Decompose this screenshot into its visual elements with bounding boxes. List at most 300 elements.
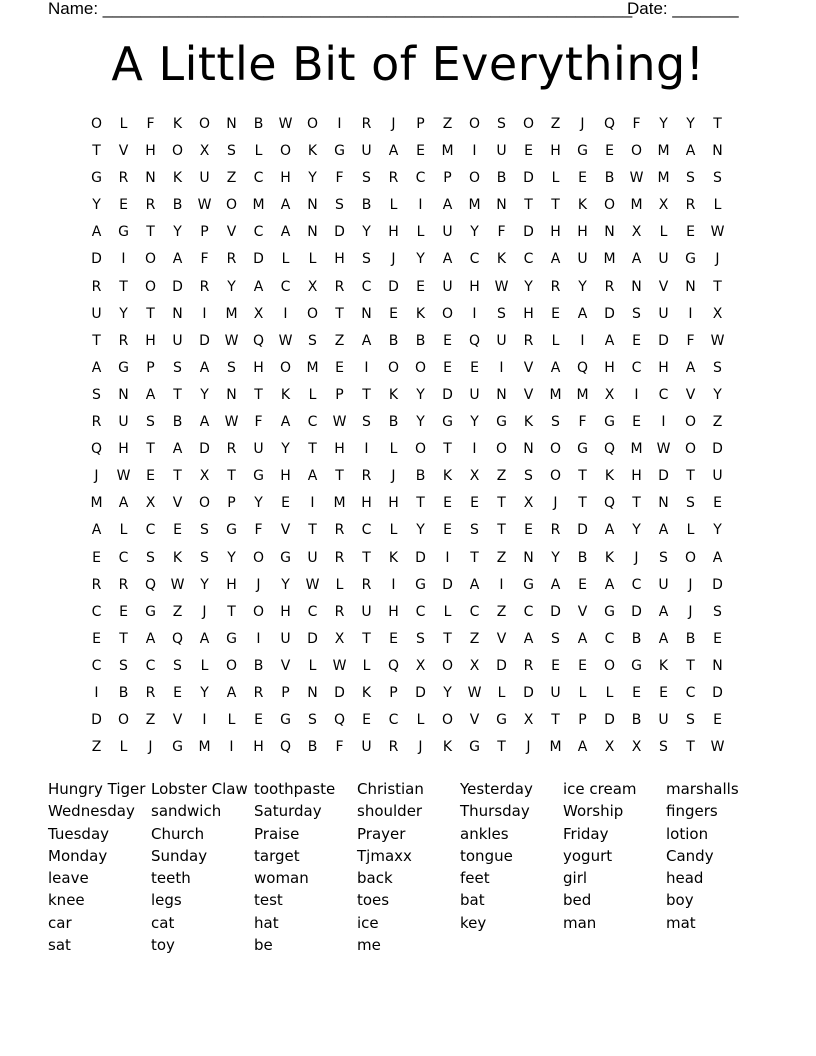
grid-letter[interactable]: G xyxy=(496,712,507,729)
grid-letter[interactable]: Y xyxy=(632,522,641,539)
grid-letter[interactable]: H xyxy=(334,441,345,458)
grid-letter[interactable]: B xyxy=(172,414,183,431)
grid-letter[interactable]: S xyxy=(632,305,641,322)
grid-letter[interactable]: A xyxy=(307,468,318,485)
grid-letter[interactable]: E xyxy=(632,684,641,701)
grid-letter[interactable]: D xyxy=(307,630,318,647)
grid-letter[interactable]: A xyxy=(658,522,669,539)
grid-letter[interactable]: Y xyxy=(92,197,101,214)
grid-letter[interactable]: E xyxy=(335,359,344,376)
grid-letter[interactable]: A xyxy=(631,251,642,268)
grid-letter[interactable]: J xyxy=(634,549,639,566)
grid-letter[interactable]: N xyxy=(712,143,723,160)
grid-letter[interactable]: L xyxy=(497,684,506,701)
grid-letter[interactable]: C xyxy=(658,386,669,403)
grid-letter[interactable]: O xyxy=(306,305,319,322)
grid-letter[interactable]: Y xyxy=(659,116,668,132)
grid-letter[interactable]: E xyxy=(470,359,479,376)
grid-letter[interactable]: O xyxy=(144,251,157,268)
grid-letter[interactable]: U xyxy=(91,305,102,322)
grid-letter[interactable]: L xyxy=(551,332,560,349)
grid-letter[interactable]: R xyxy=(253,684,264,701)
grid-letter[interactable]: N xyxy=(307,197,318,214)
grid-letter[interactable]: V xyxy=(280,657,291,674)
grid-letter[interactable]: Q xyxy=(90,441,103,458)
grid-letter[interactable]: G xyxy=(91,170,102,187)
grid-letter[interactable]: B xyxy=(496,170,507,187)
grid-letter[interactable]: A xyxy=(577,305,588,322)
grid-letter[interactable]: Q xyxy=(603,495,616,512)
grid-letter[interactable]: A xyxy=(577,630,588,647)
grid-letter[interactable]: E xyxy=(578,170,587,187)
grid-letter[interactable]: E xyxy=(686,224,695,241)
grid-letter[interactable]: T xyxy=(497,522,506,539)
grid-letter[interactable]: A xyxy=(658,630,669,647)
grid-letter[interactable]: T xyxy=(686,468,695,485)
grid-letter[interactable]: Y xyxy=(281,576,290,593)
grid-letter[interactable]: K xyxy=(388,549,399,566)
grid-letter[interactable]: N xyxy=(118,386,129,403)
grid-letter[interactable]: C xyxy=(253,224,264,241)
grid-letter[interactable]: U xyxy=(442,224,453,241)
grid-letter[interactable]: R xyxy=(199,278,210,295)
grid-letter[interactable]: N xyxy=(307,224,318,241)
grid-letter[interactable]: Y xyxy=(200,576,209,593)
grid-letter[interactable]: A xyxy=(118,495,129,512)
grid-letter[interactable]: O xyxy=(198,495,211,512)
grid-letter[interactable]: R xyxy=(361,116,372,132)
grid-letter[interactable]: S xyxy=(227,143,236,160)
grid-letter[interactable]: I xyxy=(121,251,126,268)
grid-letter[interactable]: S xyxy=(200,522,209,539)
grid-letter[interactable]: C xyxy=(91,603,102,620)
grid-letter[interactable]: O xyxy=(306,116,319,132)
grid-letter[interactable]: U xyxy=(442,278,453,295)
grid-letter[interactable]: G xyxy=(118,359,129,376)
grid-letter[interactable]: S xyxy=(686,495,695,512)
grid-letter[interactable]: A xyxy=(577,739,588,756)
grid-letter[interactable]: A xyxy=(550,251,561,268)
grid-letter[interactable]: I xyxy=(580,332,585,349)
grid-letter[interactable]: K xyxy=(280,386,291,403)
grid-letter[interactable]: X xyxy=(415,657,426,674)
grid-letter[interactable]: S xyxy=(146,414,155,431)
grid-letter[interactable]: H xyxy=(280,468,291,485)
grid-letter[interactable]: O xyxy=(225,197,238,214)
grid-letter[interactable]: O xyxy=(171,143,184,160)
grid-letter[interactable]: K xyxy=(442,468,453,485)
grid-letter[interactable]: H xyxy=(658,359,669,376)
grid-letter[interactable]: A xyxy=(523,630,534,647)
grid-letter[interactable]: R xyxy=(118,576,129,593)
grid-letter[interactable]: W xyxy=(116,468,131,485)
grid-letter[interactable]: C xyxy=(253,170,264,187)
grid-letter[interactable]: L xyxy=(281,251,290,268)
grid-letter[interactable]: X xyxy=(523,712,534,729)
grid-letter[interactable]: R xyxy=(334,603,345,620)
grid-letter[interactable]: E xyxy=(92,630,101,647)
grid-letter[interactable]: I xyxy=(94,684,99,701)
grid-letter[interactable]: V xyxy=(496,630,507,647)
grid-letter[interactable]: A xyxy=(199,359,210,376)
grid-letter[interactable]: U xyxy=(577,251,588,268)
grid-letter[interactable]: I xyxy=(634,386,639,403)
grid-letter[interactable]: D xyxy=(496,657,507,674)
grid-letter[interactable]: H xyxy=(388,224,399,241)
grid-letter[interactable]: V xyxy=(118,143,129,160)
grid-letter[interactable]: O xyxy=(630,143,643,160)
grid-letter[interactable]: L xyxy=(119,739,128,756)
grid-letter[interactable]: J xyxy=(526,739,531,756)
grid-letter[interactable]: T xyxy=(686,739,695,756)
grid-letter[interactable]: A xyxy=(388,143,399,160)
grid-letter[interactable]: Y xyxy=(416,251,425,268)
grid-letter[interactable]: A xyxy=(604,576,615,593)
grid-letter[interactable]: N xyxy=(307,684,318,701)
grid-letter[interactable]: R xyxy=(361,576,372,593)
grid-letter[interactable]: G xyxy=(226,522,237,539)
grid-letter[interactable]: M xyxy=(468,197,481,214)
grid-letter[interactable]: J xyxy=(94,468,99,485)
grid-letter[interactable]: T xyxy=(443,441,452,458)
grid-letter[interactable]: B xyxy=(577,549,588,566)
grid-letter[interactable]: X xyxy=(334,630,345,647)
grid-letter[interactable]: J xyxy=(391,251,396,268)
grid-letter[interactable]: E xyxy=(416,143,425,160)
grid-letter[interactable]: N xyxy=(658,495,669,512)
grid-letter[interactable]: Q xyxy=(387,657,400,674)
grid-letter[interactable]: T xyxy=(119,630,128,647)
grid-letter[interactable]: A xyxy=(685,143,696,160)
grid-letter[interactable]: E xyxy=(443,332,452,349)
grid-letter[interactable]: H xyxy=(226,576,237,593)
grid-letter[interactable]: M xyxy=(306,359,319,376)
grid-letter[interactable]: Q xyxy=(279,739,292,756)
grid-letter[interactable]: G xyxy=(226,630,237,647)
grid-letter[interactable]: Z xyxy=(172,603,183,620)
grid-letter[interactable]: F xyxy=(578,414,587,431)
grid-letter[interactable]: E xyxy=(605,143,614,160)
grid-letter[interactable]: A xyxy=(172,251,183,268)
grid-letter[interactable]: U xyxy=(253,441,264,458)
grid-letter[interactable]: O xyxy=(603,657,616,674)
grid-letter[interactable]: D xyxy=(604,305,615,322)
grid-letter[interactable]: S xyxy=(416,630,425,647)
grid-letter[interactable]: S xyxy=(497,116,506,132)
grid-letter[interactable]: L xyxy=(389,441,398,458)
grid-letter[interactable]: A xyxy=(442,251,453,268)
grid-letter[interactable]: D xyxy=(91,251,102,268)
grid-letter[interactable]: T xyxy=(308,522,317,539)
grid-letter[interactable]: U xyxy=(172,332,183,349)
grid-letter[interactable]: U xyxy=(307,549,318,566)
grid-letter[interactable]: S xyxy=(173,359,182,376)
grid-letter[interactable]: V xyxy=(469,712,480,729)
grid-letter[interactable]: A xyxy=(550,576,561,593)
grid-letter[interactable]: U xyxy=(712,468,723,485)
grid-letter[interactable]: W xyxy=(710,332,725,349)
grid-letter[interactable]: X xyxy=(253,305,264,322)
grid-letter[interactable]: W xyxy=(332,414,347,431)
grid-letter[interactable]: O xyxy=(252,549,265,566)
grid-letter[interactable]: O xyxy=(441,305,454,322)
grid-letter[interactable]: N xyxy=(226,116,237,132)
grid-letter[interactable]: V xyxy=(523,359,534,376)
grid-letter[interactable]: D xyxy=(199,441,210,458)
grid-letter[interactable]: C xyxy=(685,684,696,701)
grid-letter[interactable]: X xyxy=(469,468,480,485)
grid-letter[interactable]: O xyxy=(225,657,238,674)
grid-letter[interactable]: U xyxy=(199,170,210,187)
grid-letter[interactable]: A xyxy=(145,386,156,403)
grid-letter[interactable]: X xyxy=(145,495,156,512)
grid-letter[interactable]: T xyxy=(470,549,479,566)
grid-letter[interactable]: H xyxy=(523,305,534,322)
grid-letter[interactable]: A xyxy=(145,630,156,647)
grid-letter[interactable]: G xyxy=(496,414,507,431)
grid-letter[interactable]: C xyxy=(280,278,291,295)
grid-letter[interactable]: E xyxy=(443,359,452,376)
grid-letter[interactable]: G xyxy=(577,143,588,160)
grid-letter[interactable]: O xyxy=(684,414,697,431)
grid-letter[interactable]: T xyxy=(713,116,722,132)
grid-letter[interactable]: H xyxy=(280,170,291,187)
grid-letter[interactable]: P xyxy=(335,386,344,403)
grid-letter[interactable]: N xyxy=(361,305,372,322)
grid-letter[interactable]: E xyxy=(632,332,641,349)
grid-letter[interactable]: D xyxy=(415,549,426,566)
grid-letter[interactable]: D xyxy=(523,224,534,241)
grid-letter[interactable]: O xyxy=(684,549,697,566)
grid-letter[interactable]: T xyxy=(443,630,452,647)
grid-letter[interactable]: N xyxy=(226,386,237,403)
grid-letter[interactable]: R xyxy=(685,197,696,214)
grid-letter[interactable]: B xyxy=(685,630,696,647)
grid-letter[interactable]: T xyxy=(362,630,371,647)
grid-letter[interactable]: Y xyxy=(470,224,479,241)
grid-letter[interactable]: H xyxy=(145,143,156,160)
grid-letter[interactable]: Z xyxy=(496,603,507,620)
grid-letter[interactable]: D xyxy=(334,224,345,241)
grid-letter[interactable]: T xyxy=(335,305,344,322)
grid-letter[interactable]: A xyxy=(685,359,696,376)
grid-letter[interactable]: F xyxy=(497,224,506,241)
grid-letter[interactable]: G xyxy=(442,414,453,431)
grid-letter[interactable]: O xyxy=(144,278,157,295)
grid-letter[interactable]: A xyxy=(91,224,102,241)
grid-letter[interactable]: N xyxy=(496,386,507,403)
grid-letter[interactable]: Z xyxy=(226,170,237,187)
grid-letter[interactable]: Y xyxy=(551,549,560,566)
grid-letter[interactable]: R xyxy=(334,278,345,295)
grid-letter[interactable]: I xyxy=(688,305,693,322)
grid-letter[interactable]: X xyxy=(604,739,615,756)
grid-letter[interactable]: R xyxy=(523,657,534,674)
grid-letter[interactable]: Y xyxy=(308,170,317,187)
grid-letter[interactable]: Z xyxy=(712,414,723,431)
grid-letter[interactable]: S xyxy=(119,657,128,674)
grid-letter[interactable]: S xyxy=(227,359,236,376)
grid-letter[interactable]: C xyxy=(469,603,480,620)
grid-letter[interactable]: D xyxy=(91,712,102,729)
grid-letter[interactable]: E xyxy=(119,197,128,214)
grid-letter[interactable]: B xyxy=(307,739,318,756)
grid-letter[interactable]: P xyxy=(227,495,236,512)
grid-letter[interactable]: K xyxy=(604,468,615,485)
grid-letter[interactable]: I xyxy=(661,414,666,431)
grid-letter[interactable]: D xyxy=(415,684,426,701)
grid-letter[interactable]: E xyxy=(551,305,560,322)
grid-letter[interactable]: U xyxy=(496,332,507,349)
grid-letter[interactable]: E xyxy=(92,549,101,566)
grid-letter[interactable]: C xyxy=(523,251,534,268)
grid-letter[interactable]: E xyxy=(578,657,587,674)
grid-letter[interactable]: Q xyxy=(252,332,265,349)
grid-letter[interactable]: U xyxy=(658,251,669,268)
grid-letter[interactable]: A xyxy=(280,414,291,431)
grid-letter[interactable]: T xyxy=(173,468,182,485)
grid-letter[interactable]: W xyxy=(170,576,185,593)
grid-letter[interactable]: K xyxy=(658,657,669,674)
grid-letter[interactable]: C xyxy=(91,657,102,674)
grid-letter[interactable]: X xyxy=(307,278,318,295)
grid-letter[interactable]: X xyxy=(631,739,642,756)
grid-letter[interactable]: A xyxy=(91,359,102,376)
grid-letter[interactable]: M xyxy=(198,739,211,756)
grid-letter[interactable]: W xyxy=(224,414,239,431)
grid-letter[interactable]: L xyxy=(335,576,344,593)
grid-letter[interactable]: G xyxy=(523,576,534,593)
grid-letter[interactable]: H xyxy=(550,224,561,241)
grid-letter[interactable]: Y xyxy=(416,522,425,539)
grid-letter[interactable]: O xyxy=(468,170,481,187)
grid-letter[interactable]: D xyxy=(172,278,183,295)
grid-letter[interactable]: U xyxy=(280,630,291,647)
grid-letter[interactable]: U xyxy=(118,414,129,431)
grid-letter[interactable]: I xyxy=(472,441,477,458)
grid-letter[interactable]: O xyxy=(117,712,130,729)
grid-letter[interactable]: H xyxy=(253,739,264,756)
grid-letter[interactable]: H xyxy=(253,359,264,376)
grid-letter[interactable]: R xyxy=(361,468,372,485)
grid-letter[interactable]: R xyxy=(145,684,156,701)
grid-letter[interactable]: F xyxy=(686,332,695,349)
grid-letter[interactable]: X xyxy=(523,495,534,512)
grid-letter[interactable]: Z xyxy=(145,712,156,729)
grid-letter[interactable]: F xyxy=(632,116,641,132)
grid-letter[interactable]: L xyxy=(308,251,317,268)
grid-letter[interactable]: E xyxy=(173,684,182,701)
grid-letter[interactable]: H xyxy=(145,332,156,349)
grid-letter[interactable]: F xyxy=(146,116,155,132)
grid-letter[interactable]: E xyxy=(389,630,398,647)
grid-letter[interactable]: G xyxy=(280,549,291,566)
grid-letter[interactable]: E xyxy=(713,712,722,729)
grid-letter[interactable]: F xyxy=(200,251,209,268)
grid-letter[interactable]: W xyxy=(656,441,671,458)
grid-letter[interactable]: J xyxy=(688,576,693,593)
grid-letter[interactable]: Z xyxy=(91,739,102,756)
grid-letter[interactable]: Y xyxy=(416,386,425,403)
grid-letter[interactable]: Y xyxy=(281,441,290,458)
grid-letter[interactable]: S xyxy=(146,549,155,566)
grid-letter[interactable]: J xyxy=(688,603,693,620)
grid-letter[interactable]: X xyxy=(658,197,669,214)
grid-letter[interactable]: F xyxy=(254,414,263,431)
grid-letter[interactable]: J xyxy=(148,739,153,756)
grid-letter[interactable]: U xyxy=(361,143,372,160)
grid-letter[interactable]: I xyxy=(283,305,288,322)
grid-letter[interactable]: I xyxy=(445,549,450,566)
grid-letter[interactable]: Y xyxy=(443,684,452,701)
grid-letter[interactable]: B xyxy=(253,657,264,674)
grid-letter[interactable]: L xyxy=(713,197,722,214)
grid-letter[interactable]: O xyxy=(90,116,103,132)
grid-letter[interactable]: G xyxy=(685,251,696,268)
grid-letter[interactable]: E xyxy=(281,495,290,512)
grid-letter[interactable]: V xyxy=(685,386,696,403)
grid-letter[interactable]: W xyxy=(278,332,293,349)
grid-letter[interactable]: E xyxy=(254,712,263,729)
grid-letter[interactable]: H xyxy=(604,359,615,376)
grid-letter[interactable]: G xyxy=(604,414,615,431)
grid-letter[interactable]: A xyxy=(280,197,291,214)
grid-letter[interactable]: U xyxy=(658,712,669,729)
grid-letter[interactable]: C xyxy=(145,657,156,674)
grid-letter[interactable]: L xyxy=(416,224,425,241)
grid-letter[interactable]: E xyxy=(362,712,371,729)
grid-letter[interactable]: J xyxy=(391,468,396,485)
grid-letter[interactable]: N xyxy=(523,549,534,566)
grid-letter[interactable]: X xyxy=(604,386,615,403)
grid-letter[interactable]: G xyxy=(577,441,588,458)
grid-letter[interactable]: L xyxy=(308,386,317,403)
grid-letter[interactable]: T xyxy=(497,739,506,756)
grid-letter[interactable]: B xyxy=(631,630,642,647)
grid-letter[interactable]: T xyxy=(254,386,263,403)
grid-letter[interactable]: O xyxy=(414,441,427,458)
grid-letter[interactable]: V xyxy=(577,603,588,620)
grid-letter[interactable]: R xyxy=(118,332,129,349)
grid-letter[interactable]: T xyxy=(362,549,371,566)
grid-letter[interactable]: P xyxy=(389,684,398,701)
grid-letter[interactable]: O xyxy=(252,603,265,620)
grid-letter[interactable]: A xyxy=(199,630,210,647)
grid-letter[interactable]: U xyxy=(550,684,561,701)
grid-letter[interactable]: R xyxy=(91,278,102,295)
grid-letter[interactable]: I xyxy=(202,712,207,729)
grid-letter[interactable]: D xyxy=(442,576,453,593)
grid-letter[interactable]: E xyxy=(659,684,668,701)
grid-letter[interactable]: T xyxy=(524,197,533,214)
grid-letter[interactable]: I xyxy=(499,576,504,593)
grid-letter[interactable]: Y xyxy=(686,116,695,132)
grid-letter[interactable]: H xyxy=(388,495,399,512)
grid-letter[interactable]: O xyxy=(684,441,697,458)
grid-letter[interactable]: F xyxy=(335,739,344,756)
grid-letter[interactable]: V xyxy=(172,495,183,512)
grid-letter[interactable]: K xyxy=(415,305,426,322)
grid-letter[interactable]: K xyxy=(442,739,453,756)
grid-letter[interactable]: T xyxy=(632,495,641,512)
grid-letter[interactable]: B xyxy=(415,468,426,485)
grid-letter[interactable]: G xyxy=(631,657,642,674)
grid-letter[interactable]: L xyxy=(389,522,398,539)
grid-letter[interactable]: S xyxy=(173,657,182,674)
grid-letter[interactable]: L xyxy=(605,684,614,701)
grid-letter[interactable]: E xyxy=(551,657,560,674)
grid-letter[interactable]: R xyxy=(550,278,561,295)
